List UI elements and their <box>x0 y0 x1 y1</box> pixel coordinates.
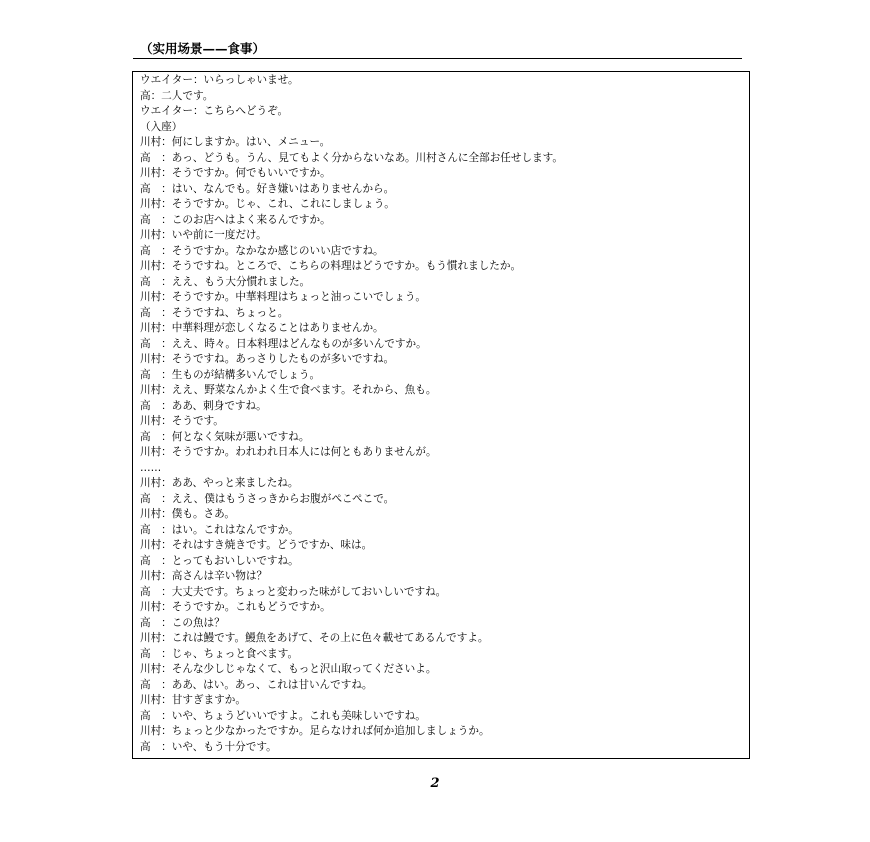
dialogue-line: 川村：そうですね。あっさりしたものが多いですね。 <box>140 353 395 365</box>
dialogue-line: 川村：何にしますか。はい、メニュー。 <box>140 136 331 148</box>
dialogue-line: 高 ：はい、なんでも。好き嫌いはありませんから。 <box>140 182 395 195</box>
dialogue-line: 川村：高さんは辛い物は？ <box>140 570 268 582</box>
dialogue-line: 川村：ああ、やっと来ましたね。 <box>140 477 299 489</box>
dialogue-line: 川村：これは鰻です。鰻魚をあげて、その上に色々載せてあるんですよ。 <box>140 632 489 644</box>
dialogue-line: 川村：ええ、野菜なんかよく生で食べます。それから、魚も。 <box>140 384 437 396</box>
dialogue-line: …… <box>140 461 162 474</box>
dialogue-line: 高 ：はい。これはなんですか。 <box>140 523 299 536</box>
dialogue-line: 高 ：ええ、時々。日本料理はどんなものが多いんですか。 <box>140 337 427 350</box>
dialogue-line: 川村：それはすき焼きです。どうですか、味は。 <box>140 539 373 551</box>
dialogue-line: 川村：甘すぎますか。 <box>140 694 246 706</box>
page-number: 2 <box>430 776 440 791</box>
dialogue-line: 高 ：とってもおいしいですね。 <box>140 554 299 567</box>
dialogue-lines <box>140 73 748 755</box>
dialogue-line: 川村：そうです。 <box>140 415 224 427</box>
dialogue-line: 川村：そうですか。じゃ、これ、これにしましょう。 <box>140 198 395 210</box>
dialogue-line: 高 ：ええ、もう大分慣れました。 <box>140 275 311 288</box>
dialogue-line: 高 ：生ものが結構多いんでしょう。 <box>140 368 321 381</box>
dialogue-line: 川村：そうですか。何でもいいですか。 <box>140 167 331 179</box>
dialogue-line: 高 ：ええ、僕はもうさっきからお腹がぺこぺこで。 <box>140 492 395 505</box>
dialogue-line: 川村：そうですか。われわれ日本人には何ともありませんが。 <box>140 446 437 458</box>
dialogue-line: 川村：そうですね。ところで、こちらの料理はどうですか。もう慣れましたか。 <box>140 260 522 272</box>
dialogue-line: 川村：いや前に一度だけ。 <box>140 229 267 241</box>
page-header-title: （实用场景——食事） <box>140 41 266 56</box>
dialogue-line: 高 ：このお店へはよく来るんですか。 <box>140 213 331 226</box>
dialogue-line: 川村：そうですか。中華料理はちょっと油っこいでしょう。 <box>140 291 427 303</box>
dialogue-line: 高 ：いや、ちょうどいいですよ。これも美味しいですね。 <box>140 709 426 722</box>
dialogue-line: 高 ：じゃ、ちょっと食べます。 <box>140 647 299 660</box>
dialogue-line: ウエイター：いらっしゃいませ。 <box>140 74 299 86</box>
header-divider <box>133 58 742 59</box>
dialogue-line: 高 ：この魚は？ <box>140 616 225 629</box>
dialogue-line: 川村：中華料理が恋しくなることはありませんか。 <box>140 322 384 334</box>
dialogue-line: 高 ：ああ、はい。あっ、これは甘いんですね。 <box>140 678 373 691</box>
dialogue-line: ウエイター：こちらへどうぞ。 <box>140 105 289 117</box>
dialogue-line: （入座） <box>140 120 183 133</box>
dialogue-line: 高：二人です。 <box>140 89 214 102</box>
dialogue-line: 川村：ちょっと少なかったですか。足らなければ何か追加しましょうか。 <box>140 725 490 737</box>
dialogue-line: 高 ：そうですね、ちょっと。 <box>140 306 289 319</box>
dialogue-line: 高 ：大丈夫です。ちょっと変わった味がしておいしいですね。 <box>140 585 447 598</box>
dialogue-line: 高 ：ああ、刺身ですね。 <box>140 399 267 412</box>
dialogue-line: 高 ：何となく気味が悪いですね。 <box>140 430 310 443</box>
dialogue-line: 高 ：いや、もう十分です。 <box>140 740 277 753</box>
dialogue-line: 川村：そうですか。これもどうですか。 <box>140 601 331 613</box>
dialogue-line: 川村：そんな少しじゃなくて、もっと沢山取ってくださいよ。 <box>140 663 437 675</box>
dialogue-line: 高 ：あっ、どうも。うん、見てもよく分からないなあ。川村さんに全部お任せします。 <box>140 151 564 164</box>
dialogue-line: 高 ：そうですか。なかなか感じのいい店ですね。 <box>140 244 384 257</box>
dialogue-line: 川村：僕も。さあ。 <box>140 508 235 520</box>
